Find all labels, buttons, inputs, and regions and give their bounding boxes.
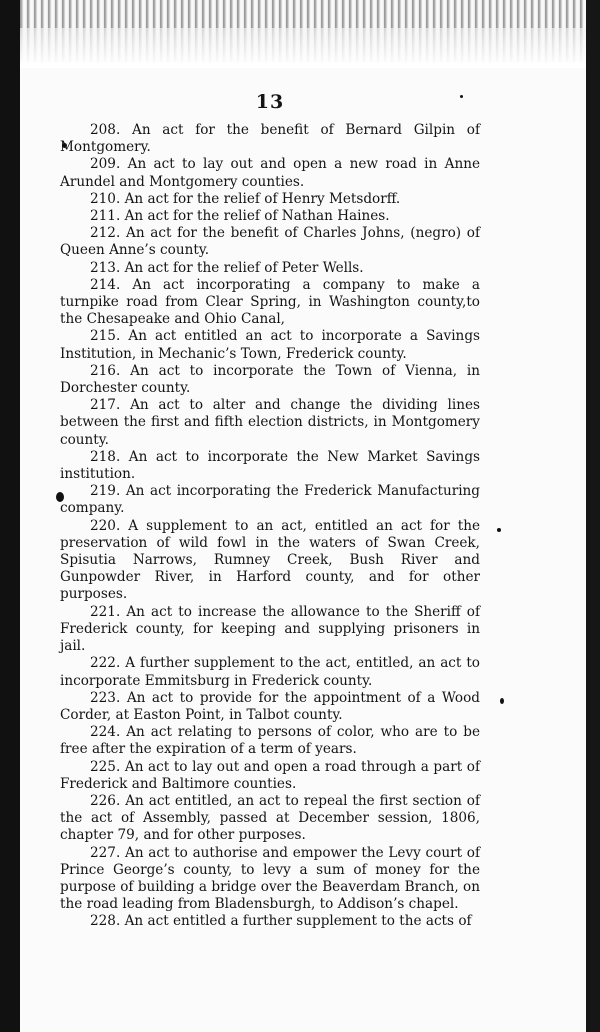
list-item — [60, 483, 480, 517]
list-item — [60, 655, 480, 689]
document-page — [60, 88, 480, 931]
entry-number: 226. — [90, 792, 121, 809]
entry-text: An act to increase the allowance to the Sheriff of Frederick county, for keeping and supplying prisoners in jail. — [60, 603, 480, 655]
entry-number: 208. — [90, 122, 121, 138]
acts-list — [60, 122, 480, 931]
entry-number: 224. — [90, 724, 121, 741]
entry-text: An act entitled, an act to repeal the first section of the act of Assembly, passed at December session, 1806, chapter 79, and for other purposes. — [60, 792, 481, 844]
entry-number: 228. — [90, 913, 121, 930]
list-item — [60, 690, 480, 724]
entry-number: 220. — [90, 517, 121, 534]
entry-text: An act for the relief of Peter Wells. — [124, 259, 364, 276]
list-item — [60, 122, 480, 156]
page-number: 13 — [255, 91, 285, 113]
ink-speck — [500, 698, 504, 704]
list-item — [60, 363, 480, 397]
list-item — [60, 260, 480, 277]
entry-number: 218. — [90, 448, 121, 465]
entry-number: 210. — [90, 190, 121, 207]
entry-number: 225. — [90, 758, 121, 775]
entry-number: 209. — [90, 156, 121, 173]
entry-text: An act relating to persons of color, who are to be free after the expiration of a term of years. — [60, 724, 480, 758]
entry-text: An act to lay out and open a new road in Anne Arundel and Montgomery counties. — [60, 156, 480, 190]
entry-number: 217. — [90, 397, 121, 414]
scan-right-border — [586, 0, 600, 1032]
entry-text: An act incorporating a company to make a turnpike road from Clear Spring, in Washington county,to the Chesapeake and Ohio Canal, — [60, 276, 480, 328]
list-item — [60, 793, 480, 845]
entry-number: 212. — [90, 225, 121, 242]
entry-text: An act to incorporate the New Market Savings institution. — [60, 448, 480, 483]
entry-number: 227. — [90, 844, 121, 861]
entry-text: An act for the benefit of Charles Johns, (negro) of Queen Anne’s county. — [60, 225, 480, 259]
entry-number: 219. — [90, 483, 121, 500]
list-item — [60, 759, 480, 793]
list-item — [60, 156, 480, 190]
entry-number: 216. — [90, 362, 121, 379]
list-item — [60, 208, 480, 225]
list-item — [60, 724, 480, 758]
list-item — [60, 449, 480, 483]
entry-number: 221. — [90, 603, 121, 620]
entry-text: An act for the benefit of Bernard Gilpin of Montgomery. — [60, 122, 480, 156]
list-item — [60, 604, 480, 656]
entry-number: 211. — [90, 208, 121, 225]
entry-number: 213. — [90, 259, 121, 276]
list-item — [60, 328, 480, 362]
entry-text: An act entitled a further supplement to the acts of — [124, 913, 472, 930]
list-item — [60, 397, 480, 449]
entry-number: 223. — [90, 689, 121, 706]
entry-text: An act to lay out and open a road through a part of Frederick and Baltimore counties. — [60, 758, 481, 792]
scan-left-border — [0, 0, 20, 1032]
entry-text: An act to incorporate the Town of Vienna, in Dorchester county. — [60, 362, 480, 397]
entry-text: An act incorporating the Frederick Manufacturing company. — [60, 483, 480, 517]
entry-number: 214. — [90, 276, 121, 293]
entry-text: An act for the relief of Nathan Haines. — [124, 208, 390, 225]
scan-top-fade — [20, 28, 586, 68]
entry-text: A further supplement to the act, entitled, an act to incorporate Emmitsburg in Frederick county. — [60, 655, 480, 689]
entry-text: A supplement to an act, entitled an act for the preservation of wild fowl in the waters of Swan Creek, Spisutia Narrows, Rumney Creek, Bush River and Gunpowder River, in Harford county, and for other purposes. — [60, 517, 481, 603]
list-item — [60, 277, 480, 329]
list-item — [60, 845, 480, 914]
entry-text: An act entitled an act to incorporate a Savings Institution, in Mechanic’s Town, Frederick county. — [60, 328, 480, 362]
list-item — [60, 191, 480, 208]
entry-text: An act to provide for the appointment of a Wood Corder, at Easton Point, in Talbot county. — [60, 689, 480, 723]
list-item — [60, 518, 480, 604]
entry-text: An act to alter and change the dividing lines between the first and fifth election districts, in Montgomery county. — [60, 397, 480, 448]
entry-number: 222. — [90, 655, 121, 672]
list-item — [60, 225, 480, 259]
entry-number: 215. — [90, 328, 121, 345]
list-item — [60, 913, 480, 930]
entry-text: An act to authorise and empower the Levy court of Prince George’s county, to levy a sum of money for the purpose of building a bridge over the Beaverdam Branch, on the road leading from Bladensburgh, to Addison’s chapel. — [60, 844, 481, 913]
entry-text: An act for the relief of Henry Metsdorff. — [124, 190, 401, 207]
ink-speck — [497, 528, 501, 532]
